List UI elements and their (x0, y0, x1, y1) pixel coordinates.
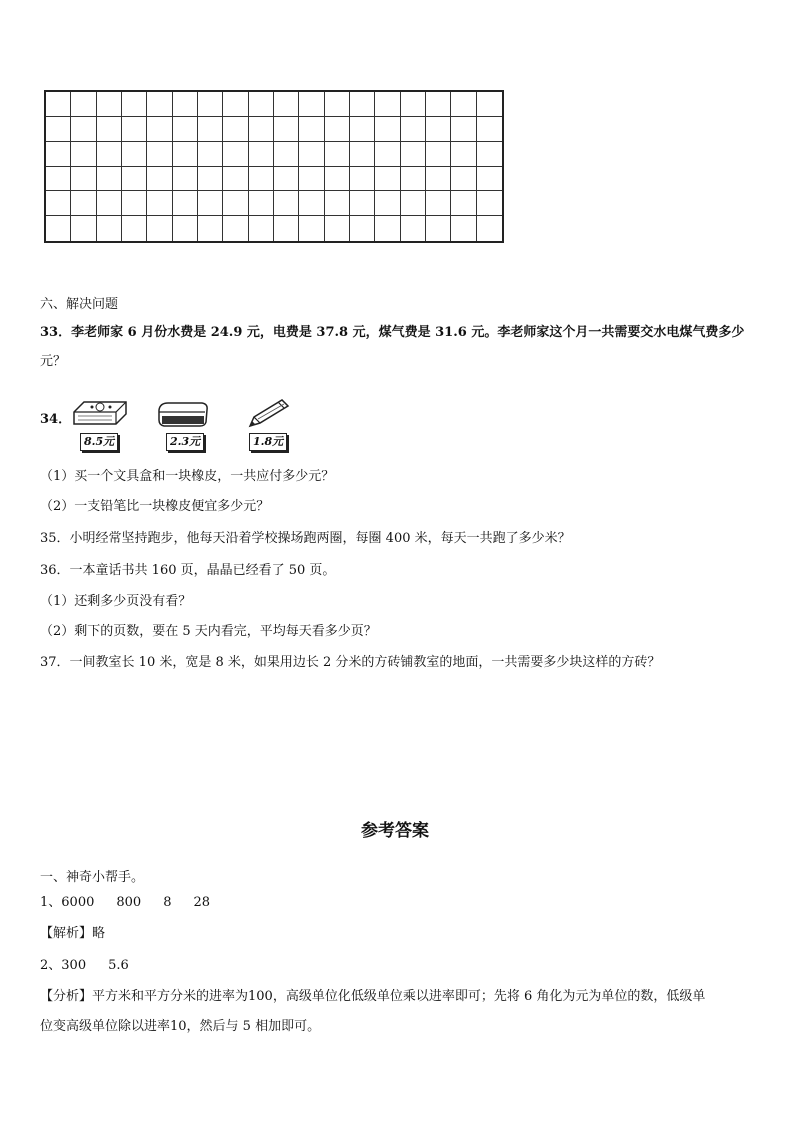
grid-cell (274, 216, 299, 241)
grid-cell (122, 191, 147, 216)
grid-cell (122, 92, 147, 117)
pencil-icon (244, 396, 292, 430)
answer-1 (40, 894, 232, 912)
grid-cell (299, 92, 324, 117)
grid-cell (274, 191, 299, 216)
grid-cell (173, 92, 198, 117)
grid-cell (325, 117, 350, 142)
grid-cell (173, 117, 198, 142)
grid-cell (249, 142, 274, 167)
grid-cell (97, 142, 122, 167)
grid-cell (223, 216, 248, 241)
grid-cell (147, 191, 172, 216)
grid-cell (46, 191, 71, 216)
grid-cell (71, 191, 96, 216)
grid-cell (299, 191, 324, 216)
grid-cell (274, 167, 299, 192)
grid-cell (325, 191, 350, 216)
question-36-sub2: （2）剩下的页数，要在 5 天内看完，平均每天看多少页？ (40, 624, 377, 639)
grid-cell (401, 167, 426, 192)
question-35: 35．小明经常坚持跑步，他每天沿着学校操场跑两圈，每圈 400 米，每天一共跑了多少米？ (40, 531, 571, 546)
grid-cell (350, 191, 375, 216)
grid-cell (97, 92, 122, 117)
grid-cell (451, 167, 476, 192)
grid-cell (147, 117, 172, 142)
grid-cell (350, 142, 375, 167)
grid-cell (122, 216, 147, 241)
grid-cell (350, 216, 375, 241)
grid-cell (71, 142, 96, 167)
question-36-sub1: （1）还剩多少页没有看？ (40, 594, 192, 609)
grid-cell (477, 142, 502, 167)
grid-cell (198, 117, 223, 142)
grid-cell (223, 167, 248, 192)
grid-cell (451, 142, 476, 167)
grid-cell (249, 117, 274, 142)
grid-cell (375, 92, 400, 117)
grid-cell (299, 167, 324, 192)
section-title: 六、解决问题 (40, 297, 119, 312)
grid-cell (122, 142, 147, 167)
grid-cell (401, 92, 426, 117)
answer-2-value: 5.6 (108, 958, 129, 973)
grid-cell (97, 191, 122, 216)
grid-cell (198, 216, 223, 241)
grid-cell (325, 167, 350, 192)
grid-cell (97, 117, 122, 142)
grid-cell (325, 142, 350, 167)
question-33-line1: 33．李老师家 6 月份水费是 24.9 元，电费是 37.8 元，煤气费是 31.6 元。李老师家这个月一共需要交水电煤气费多少 (40, 325, 745, 340)
grid-cell (325, 216, 350, 241)
grid-cell (350, 92, 375, 117)
grid-cell (401, 117, 426, 142)
grid-cell (249, 191, 274, 216)
grid-cell (122, 117, 147, 142)
grid-cell (71, 167, 96, 192)
answer-1-value: 6000 (61, 895, 95, 910)
grid-cell (198, 142, 223, 167)
grid-cell (147, 92, 172, 117)
answer-2-analysis-line2: 位变高级单位除以进率10，然后与 5 相加即可。 (40, 1019, 321, 1034)
grid-cell (147, 167, 172, 192)
question-34-number: 34． (40, 412, 72, 427)
grid-cell (375, 117, 400, 142)
grid-cell (223, 117, 248, 142)
grid-cell (173, 142, 198, 167)
grid-cell (71, 117, 96, 142)
answer-1-label: 1、 (40, 895, 62, 910)
grid-cell (451, 117, 476, 142)
grid-cell (249, 216, 274, 241)
stationery-box-icon (70, 396, 130, 430)
grid-cell (401, 216, 426, 241)
grid-cell (426, 216, 451, 241)
grid-cell (401, 142, 426, 167)
grid-cell (375, 142, 400, 167)
price-tag-eraser: 2.3元 (166, 433, 204, 451)
grid-cell (426, 167, 451, 192)
grid-cell (451, 191, 476, 216)
grid-cell (274, 92, 299, 117)
grid-cell (426, 92, 451, 117)
eraser-icon (156, 398, 210, 430)
answer-1-note: 【解析】略 (40, 926, 106, 941)
grid-cell (97, 167, 122, 192)
grid-cell (198, 92, 223, 117)
grid-cell (46, 117, 71, 142)
grid-cell (299, 142, 324, 167)
grid-cell (426, 142, 451, 167)
grid-cell (198, 167, 223, 192)
grid-cell (147, 216, 172, 241)
grid-cell (71, 216, 96, 241)
grid-cell (451, 216, 476, 241)
grid-cell (299, 216, 324, 241)
answer-1-value: 8 (163, 895, 172, 910)
grid-cell (477, 167, 502, 192)
grid-cell (401, 191, 426, 216)
grid-cell (46, 167, 71, 192)
price-tag-box: 8.5元 (80, 433, 118, 451)
answer-2-label: 2、 (40, 958, 62, 973)
grid-cell (325, 92, 350, 117)
grid-cell (173, 191, 198, 216)
grid-cell (274, 142, 299, 167)
grid-cell (477, 216, 502, 241)
price-tag-pencil: 1.8元 (249, 433, 287, 451)
grid-cell (249, 167, 274, 192)
grid-cell (46, 142, 71, 167)
grid-cell (223, 142, 248, 167)
grid-cell (173, 167, 198, 192)
grid-cell (223, 191, 248, 216)
grid-cell (350, 167, 375, 192)
grid-cell (477, 92, 502, 117)
answers-section-1: 一、神奇小帮手。 (40, 870, 145, 885)
grid-cell (375, 191, 400, 216)
grid-cell (375, 216, 400, 241)
answer-2-value: 300 (61, 958, 87, 973)
grid-cell (426, 191, 451, 216)
grid-cell (477, 117, 502, 142)
grid-cell (223, 92, 248, 117)
grid-cell (299, 117, 324, 142)
question-33-line2: 元？ (40, 354, 67, 369)
grid-cell (350, 117, 375, 142)
answer-1-value: 28 (193, 895, 211, 910)
answer-2 (40, 957, 151, 975)
grid-cell (198, 191, 223, 216)
question-36: 36．一本童话书共 160 页，晶晶已经看了 50 页。 (40, 563, 336, 578)
grid-cell (46, 216, 71, 241)
grid-cell (46, 92, 71, 117)
question-34-sub1: （1）买一个文具盒和一块橡皮，一共应付多少元？ (40, 469, 335, 484)
writing-grid (44, 90, 504, 243)
grid-cell (451, 92, 476, 117)
grid-cell (249, 92, 274, 117)
grid-cell (274, 117, 299, 142)
grid-cell (173, 216, 198, 241)
answer-2-analysis-line1: 【分析】平方米和平方分米的进率为100，高级单位化低级单位乘以进率即可；先将 6 角化为元为单位的数，低级单 (40, 989, 706, 1004)
grid-cell (477, 191, 502, 216)
question-34-sub2: （2）一支铅笔比一块橡皮便宜多少元？ (40, 499, 270, 514)
grid-cell (122, 167, 147, 192)
grid-cell (426, 117, 451, 142)
grid-cell (147, 142, 172, 167)
grid-cell (375, 167, 400, 192)
question-37: 37．一间教室长 10 米，宽是 8 米，如果用边长 2 分米的方砖铺教室的地面，一共需要多少块这样的方砖？ (40, 655, 661, 670)
answers-title: 参考答案 (361, 821, 429, 841)
grid-cell (71, 92, 96, 117)
grid-cell (97, 216, 122, 241)
answer-1-value: 800 (116, 895, 142, 910)
